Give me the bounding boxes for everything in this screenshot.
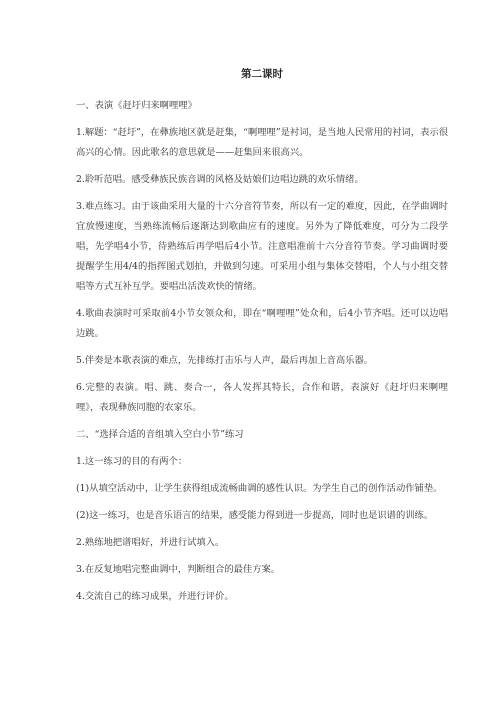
paragraph: 2.熟练地把谱唱好，并进行试填入。 xyxy=(76,537,225,548)
paragraph: 1.解题：“赶圩”，在彝族地区就是赶集，“啊哩哩”是衬词，是当地人民常用的衬词，表示很高兴的心情。因此歌名的意思就是——赶集回来很高兴。 xyxy=(76,127,448,158)
paragraph: 5.伴奏是本歌表演的难点，先排练打击乐与人声，最后再加上音高乐器。 xyxy=(76,355,374,366)
paragraph: 1.这一练习的目的有两个： xyxy=(76,456,188,467)
paragraph: 6.完整的表演。唱、跳、奏合一，各人发挥其特长，合作和谐，表演好《赶圩归来啊哩哩》，表现彝族同胞的农家乐。 xyxy=(76,382,448,413)
paragraph: 4.交流自己的练习成果，并进行评价。 xyxy=(76,591,234,602)
paragraph: (1)从填空活动中，让学生获得组成流畅曲调的感性认识。为学生自己的创作活动作铺垫。 xyxy=(76,483,443,494)
lesson-title: 第二课时 xyxy=(241,68,283,80)
paragraph: 3.难点练习。由于该曲采用大量的十六分音符节奏，所以有一定的难度，因此，在学曲调时宜放慢速度，当熟练流畅后逐渐达到歌曲应有的速度。另外为了降低难度，可分为二段学唱，先学唱4小节，待熟练后再学唱后4小节。注意唱准前十六分音符节奏。学习曲调时要提醒学生用4/4的指挥图式划拍，并做到匀速。可采用小组与集体交替唱，个人与小组交替唱等方式互补互学。要唱出活泼欢快的情绪。 xyxy=(76,201,448,292)
section-heading-performance: 一、表演《赶圩归来啊哩哩》 xyxy=(76,100,197,111)
section-heading-exercise: 二、“选择合适的音组填入空白小节”练习 xyxy=(76,429,244,440)
paragraph: 2.聆听范唱。感受彝族民族音调的风格及姑娘们边唱边跳的欢乐情绪。 xyxy=(76,174,364,185)
paragraph: 4.歌曲表演时可采取前4小节女领众和，即在“啊哩哩”处众和，后4小节齐唱。还可以边唱边跳。 xyxy=(76,308,448,339)
paragraph: (2)这一练习，也是音乐语言的结果，感受能力得到进一步提高，同时也是识谱的训练。 xyxy=(76,510,434,521)
paragraph: 3.在反复地唱完整曲调中，判断组合的最佳方案。 xyxy=(76,564,281,575)
